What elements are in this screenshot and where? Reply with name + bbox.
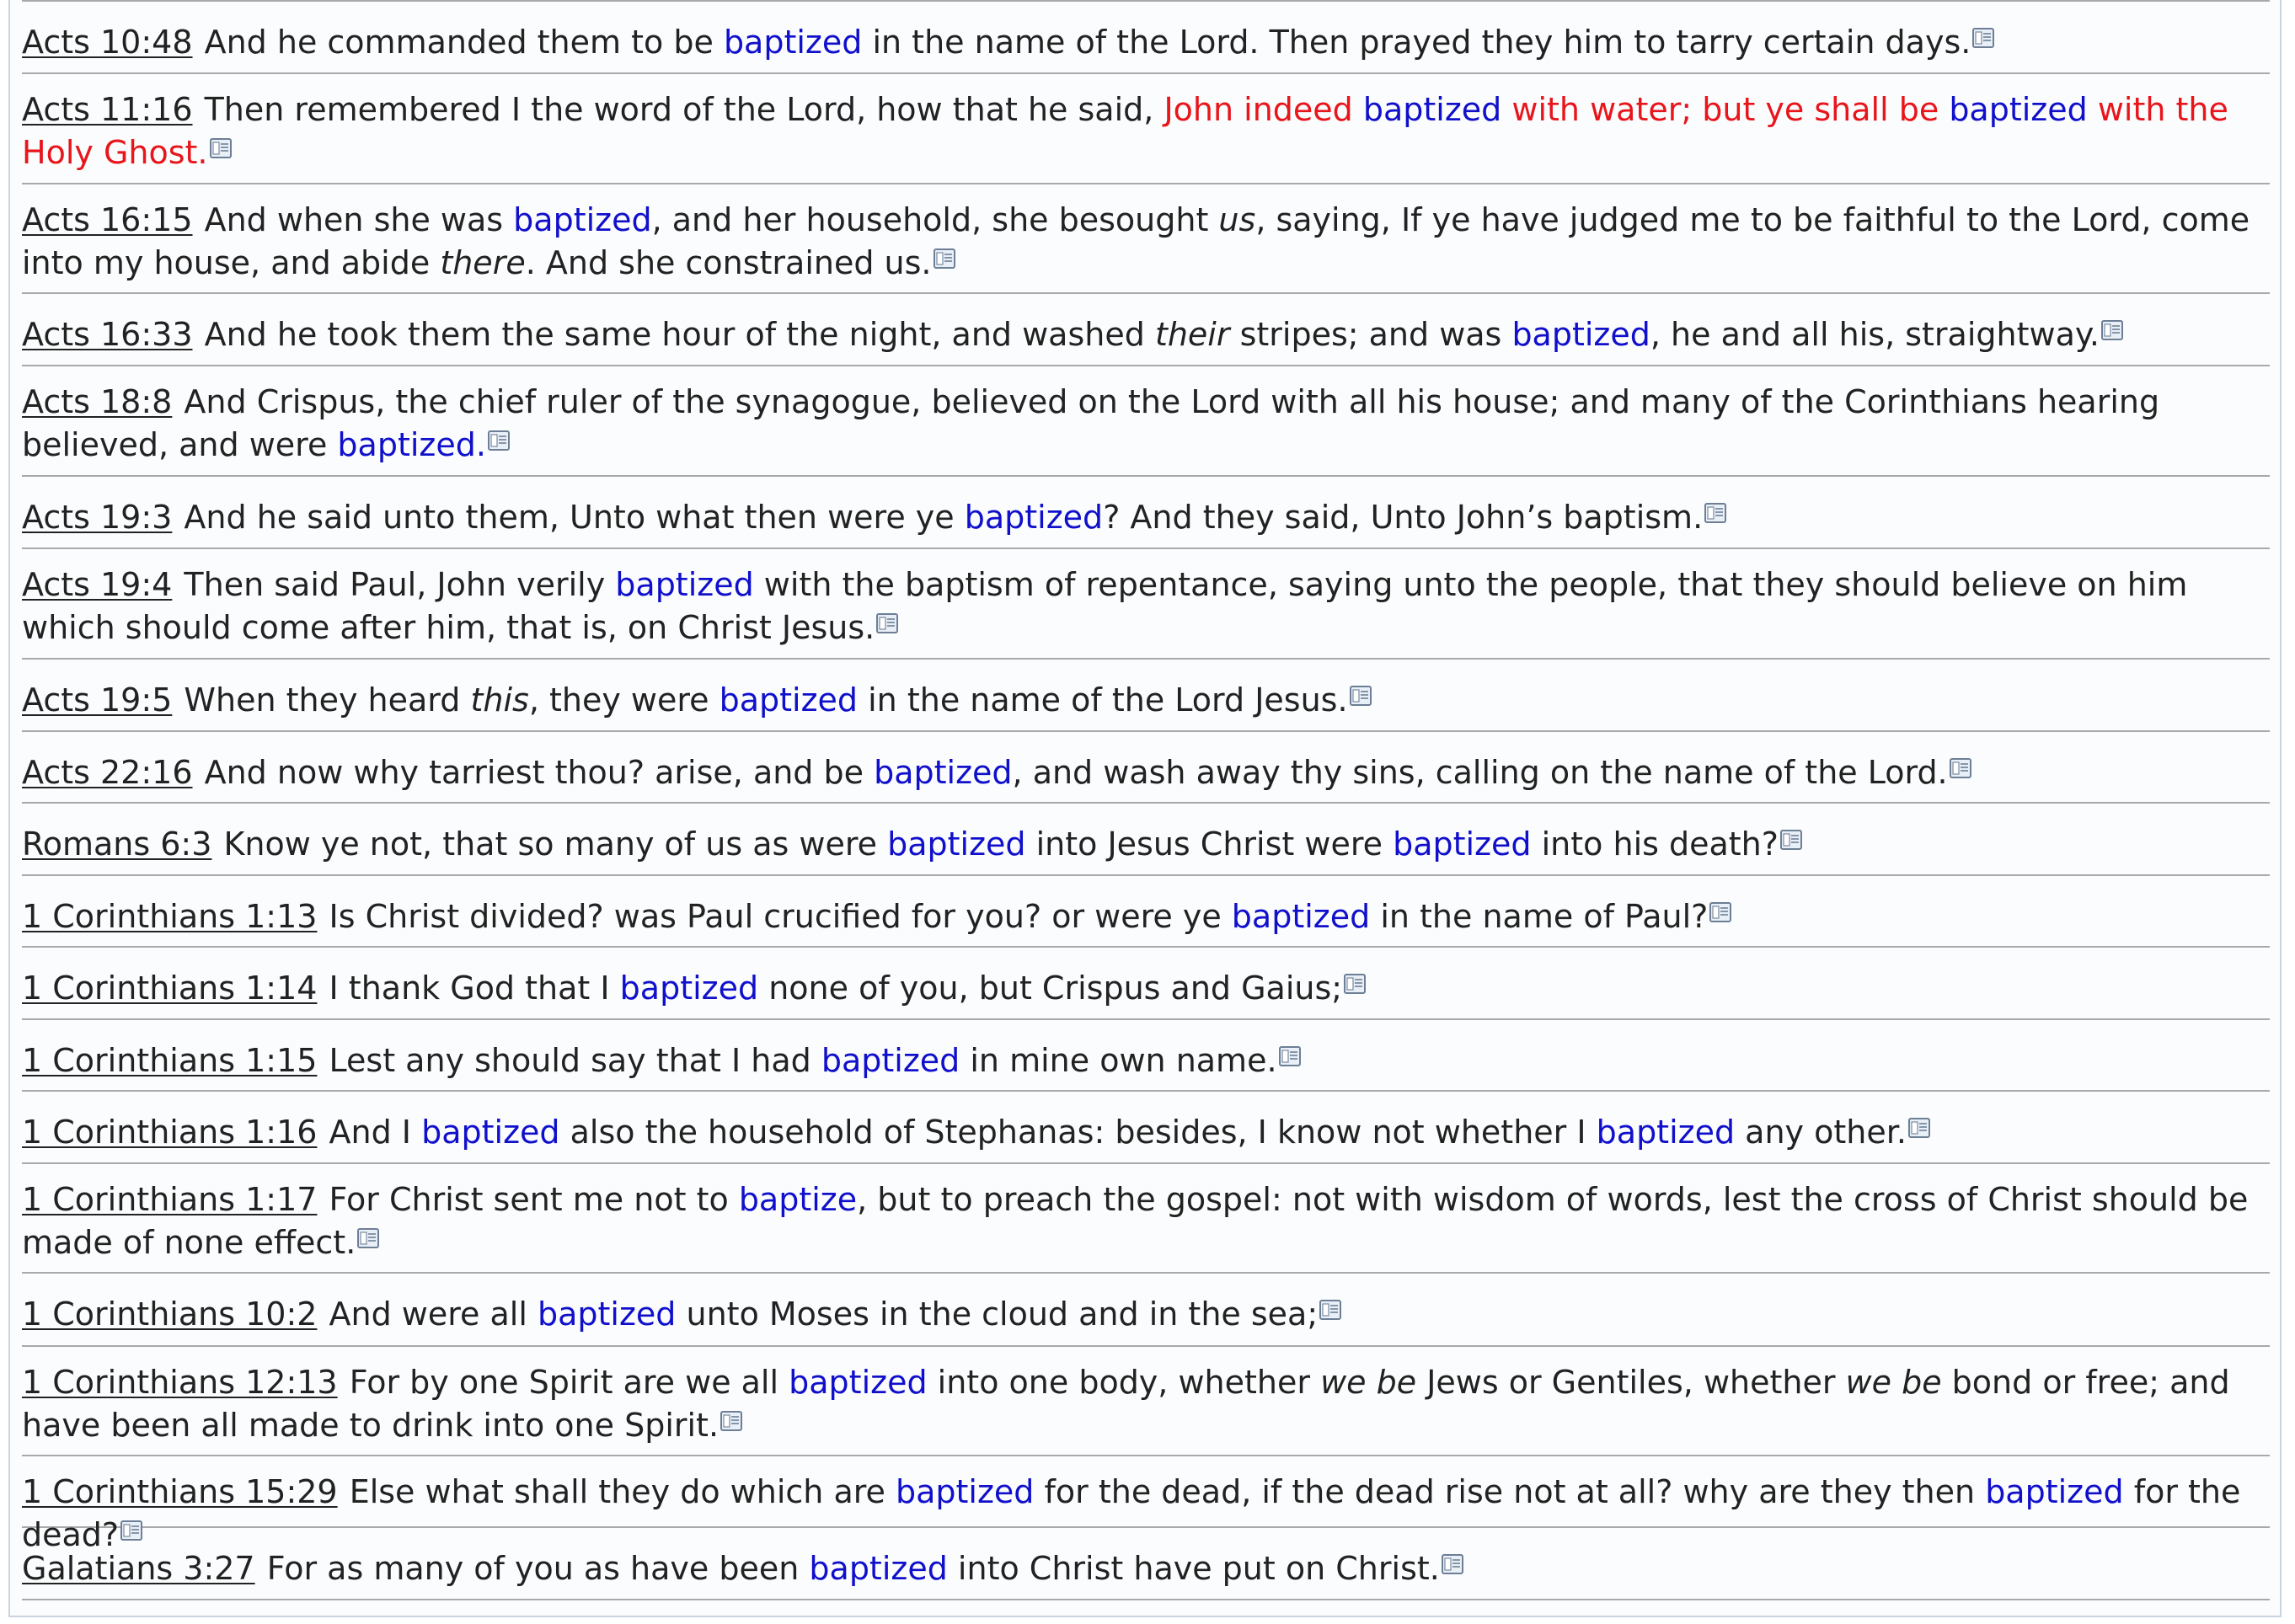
verse-row xyxy=(22,730,2270,802)
verse-row xyxy=(22,1018,2270,1090)
verse-row xyxy=(22,292,2270,365)
verse-row xyxy=(22,475,2270,548)
verse-reference-link[interactable]: Acts 16:33 xyxy=(22,316,193,353)
verse-reference-link[interactable]: 1 Corinthians 1:17 xyxy=(22,1181,318,1218)
verse-row xyxy=(22,1162,2270,1272)
verse-text: into his death? xyxy=(1531,825,1779,863)
verse-details-icon[interactable] xyxy=(1350,676,1372,697)
italic-supplied-text: we be xyxy=(1845,1364,1942,1401)
highlighted-keyword: baptized xyxy=(1393,825,1532,863)
verse-details-icon[interactable] xyxy=(720,1402,742,1422)
verse-row xyxy=(22,874,2270,946)
highlighted-keyword: baptized xyxy=(887,825,1026,863)
verse-text: , they were xyxy=(528,681,720,719)
verse-text: And he said unto them, Unto what then were ye xyxy=(174,499,965,536)
verse-details-icon[interactable] xyxy=(1950,749,1971,769)
highlighted-keyword: baptized xyxy=(513,201,652,238)
verse-reference-link[interactable]: 1 Corinthians 10:2 xyxy=(22,1295,318,1333)
verse-text: stripes; and was xyxy=(1229,316,1512,353)
verse-details-icon[interactable] xyxy=(1780,820,1802,841)
verse-results-panel xyxy=(8,0,2282,1617)
verse-text: , saying, If ye have judged me to be faithful to the Lord, come into my house, and abide xyxy=(22,201,2250,281)
verse-reference-link[interactable]: 1 Corinthians 1:13 xyxy=(22,898,318,935)
verse-text: And I xyxy=(318,1114,422,1151)
highlighted-keyword: baptized xyxy=(1985,1473,2124,1510)
verse-details-icon[interactable] xyxy=(1972,19,1994,39)
verse-details-icon[interactable] xyxy=(357,1219,379,1239)
highlighted-keyword: baptized xyxy=(719,681,859,719)
verse-row xyxy=(22,72,2270,183)
verse-text: for the dead, if the dead rise not at all? why are they then xyxy=(1034,1473,1986,1510)
verse-text: Jews or Gentiles, whether xyxy=(1416,1364,1846,1401)
verse-text: For as many of you as have been xyxy=(256,1550,810,1587)
verse-text: , and her household, she besought xyxy=(651,201,1219,238)
verse-text: Then remembered I the word of the Lord, how that he said, xyxy=(194,91,1164,128)
verse-text: in the name of Paul? xyxy=(1370,898,1709,935)
verse-list xyxy=(22,0,2270,1600)
verse-text: And were all xyxy=(318,1295,538,1333)
verse-reference-link[interactable]: 1 Corinthians 15:29 xyxy=(22,1473,338,1510)
verse-details-icon[interactable] xyxy=(488,421,510,441)
verse-reference-link[interactable]: Acts 19:3 xyxy=(22,499,173,536)
verse-row xyxy=(22,1272,2270,1345)
verse-text: into one body, whether xyxy=(927,1364,1321,1401)
verse-text: And he commanded them to be xyxy=(194,24,724,61)
list-end-separator xyxy=(22,1599,2270,1600)
verse-row xyxy=(22,0,2270,72)
highlighted-keyword: baptized xyxy=(615,566,754,603)
verse-row xyxy=(22,658,2270,730)
words-of-christ-text: with the Holy Ghost. xyxy=(22,91,2228,171)
verse-text: none of you, but Crispus and Gaius; xyxy=(758,970,1343,1007)
highlighted-keyword: baptized xyxy=(964,499,1104,536)
verse-text: unto Moses in the cloud and in the sea; xyxy=(676,1295,1319,1333)
verse-text: And now why tarriest thou? arise, and be xyxy=(194,754,875,791)
verse-text: , and wash away thy sins, calling on the name of the Lord. xyxy=(1012,754,1948,791)
verse-text: in the name of the Lord Jesus. xyxy=(858,681,1348,719)
verse-reference-link[interactable]: Galatians 3:27 xyxy=(22,1550,255,1587)
highlighted-keyword: baptized xyxy=(1362,91,1502,128)
verse-row xyxy=(22,1526,2270,1599)
verse-row xyxy=(22,1345,2270,1455)
verse-row xyxy=(22,365,2270,475)
verse-text: Is Christ divided? was Paul crucified for you? or were ye xyxy=(318,898,1232,935)
verse-text: . And she constrained us. xyxy=(525,244,932,281)
verse-reference-link[interactable]: 1 Corinthians 1:14 xyxy=(22,970,318,1007)
verse-reference-link[interactable]: Acts 10:48 xyxy=(22,24,193,61)
highlighted-keyword: baptized xyxy=(537,1295,677,1333)
highlighted-keyword: baptized xyxy=(1596,1114,1736,1151)
highlighted-keyword: baptized. xyxy=(337,426,486,463)
highlighted-keyword: baptized xyxy=(723,24,863,61)
verse-text: For by one Spirit are we all xyxy=(339,1364,789,1401)
verse-text: And Crispus, the chief ruler of the synagogue, believed on the Lord with all his house; and many of the Corinthians hearing believed, and were xyxy=(22,383,2160,463)
highlighted-keyword: baptize xyxy=(738,1181,858,1218)
verse-details-icon[interactable] xyxy=(120,1511,142,1531)
verse-reference-link[interactable]: 1 Corinthians 12:13 xyxy=(22,1364,338,1401)
verse-text: When they heard xyxy=(174,681,471,719)
verse-text: And when she was xyxy=(194,201,514,238)
verse-text: any other. xyxy=(1735,1114,1907,1151)
verse-row xyxy=(22,946,2270,1018)
verse-details-icon[interactable] xyxy=(1344,964,1366,985)
verse-details-icon[interactable] xyxy=(1709,893,1731,913)
highlighted-keyword: baptized xyxy=(421,1114,560,1151)
italic-supplied-text: we be xyxy=(1320,1364,1417,1401)
highlighted-keyword: baptized xyxy=(809,1550,948,1587)
verse-text: also the household of Stephanas: besides, I know not whether I xyxy=(559,1114,1597,1151)
verse-details-icon[interactable] xyxy=(1319,1290,1341,1311)
verse-details-icon[interactable] xyxy=(876,604,898,624)
verse-text: And he took them the same hour of the night, and washed xyxy=(194,316,1155,353)
verse-reference-link[interactable]: Acts 16:15 xyxy=(22,201,193,238)
verse-text: Know ye not, that so many of us as were xyxy=(213,825,888,863)
verse-details-icon[interactable] xyxy=(1704,494,1726,514)
verse-details-icon[interactable] xyxy=(2101,311,2123,331)
verse-reference-link[interactable]: Romans 6:3 xyxy=(22,825,212,863)
verse-reference-link[interactable]: 1 Corinthians 1:16 xyxy=(22,1114,318,1151)
verse-reference-link[interactable]: Acts 18:8 xyxy=(22,383,173,420)
highlighted-keyword: baptized xyxy=(619,970,759,1007)
italic-supplied-text: their xyxy=(1154,316,1230,353)
verse-reference-link[interactable]: Acts 11:16 xyxy=(22,91,193,128)
verse-details-icon[interactable] xyxy=(1442,1545,1463,1565)
verse-text: into Jesus Christ were xyxy=(1025,825,1394,863)
verse-details-icon[interactable] xyxy=(210,129,232,149)
verse-reference-link[interactable]: 1 Corinthians 1:15 xyxy=(22,1042,318,1079)
verse-reference-link[interactable]: Acts 19:5 xyxy=(22,681,173,719)
verse-row xyxy=(22,1455,2270,1553)
italic-supplied-text: there xyxy=(440,244,526,281)
verse-text: , but to preach the gospel: not with wisdom of words, lest the cross of Christ should be made of none effect. xyxy=(22,1181,2249,1261)
verse-text: bond or free; and have been all made to drink into one Spirit. xyxy=(22,1364,2230,1444)
verse-text: ? And they said, Unto John’s baptism. xyxy=(1103,499,1704,536)
verse-row xyxy=(22,548,2270,658)
verse-text: , he and all his, straightway. xyxy=(1650,316,2100,353)
verse-text: Then said Paul, John verily xyxy=(174,566,616,603)
verse-text: with the baptism of repentance, saying unto the people, that they should believe on him which should come after him, that is, on Christ Jesus. xyxy=(22,566,2188,646)
verse-text: into Christ have put on Christ. xyxy=(947,1550,1440,1587)
verse-text: I thank God that I xyxy=(318,970,620,1007)
italic-supplied-text: this xyxy=(470,681,529,719)
words-of-christ-text: with water; but ye shall be xyxy=(1501,91,1950,128)
verse-text: Else what shall they do which are xyxy=(339,1473,896,1510)
verse-details-icon[interactable] xyxy=(934,239,955,259)
verse-row xyxy=(22,183,2270,292)
verse-text: in the name of the Lord. Then prayed they him to tarry certain days. xyxy=(862,24,1971,61)
verse-details-icon[interactable] xyxy=(1279,1037,1301,1057)
highlighted-keyword: baptized xyxy=(789,1364,928,1401)
highlighted-keyword: baptized xyxy=(1511,316,1650,353)
highlighted-keyword: baptized xyxy=(821,1042,960,1079)
highlighted-keyword: baptized xyxy=(896,1473,1035,1510)
italic-supplied-text: us xyxy=(1218,201,1256,238)
verse-reference-link[interactable]: Acts 19:4 xyxy=(22,566,173,603)
verse-row xyxy=(22,802,2270,874)
highlighted-keyword: baptized xyxy=(1231,898,1371,935)
verse-text: for the dead? xyxy=(22,1473,2241,1553)
verse-reference-link[interactable]: Acts 22:16 xyxy=(22,754,193,791)
verse-text: Lest any should say that I had xyxy=(318,1042,821,1079)
words-of-christ-text: John indeed xyxy=(1164,91,1363,128)
highlighted-keyword: baptized xyxy=(1949,91,2088,128)
verse-details-icon[interactable] xyxy=(1908,1108,1930,1129)
verse-row xyxy=(22,1090,2270,1162)
highlighted-keyword: baptized xyxy=(874,754,1013,791)
verse-text: For Christ sent me not to xyxy=(318,1181,739,1218)
verse-text: in mine own name. xyxy=(960,1042,1277,1079)
